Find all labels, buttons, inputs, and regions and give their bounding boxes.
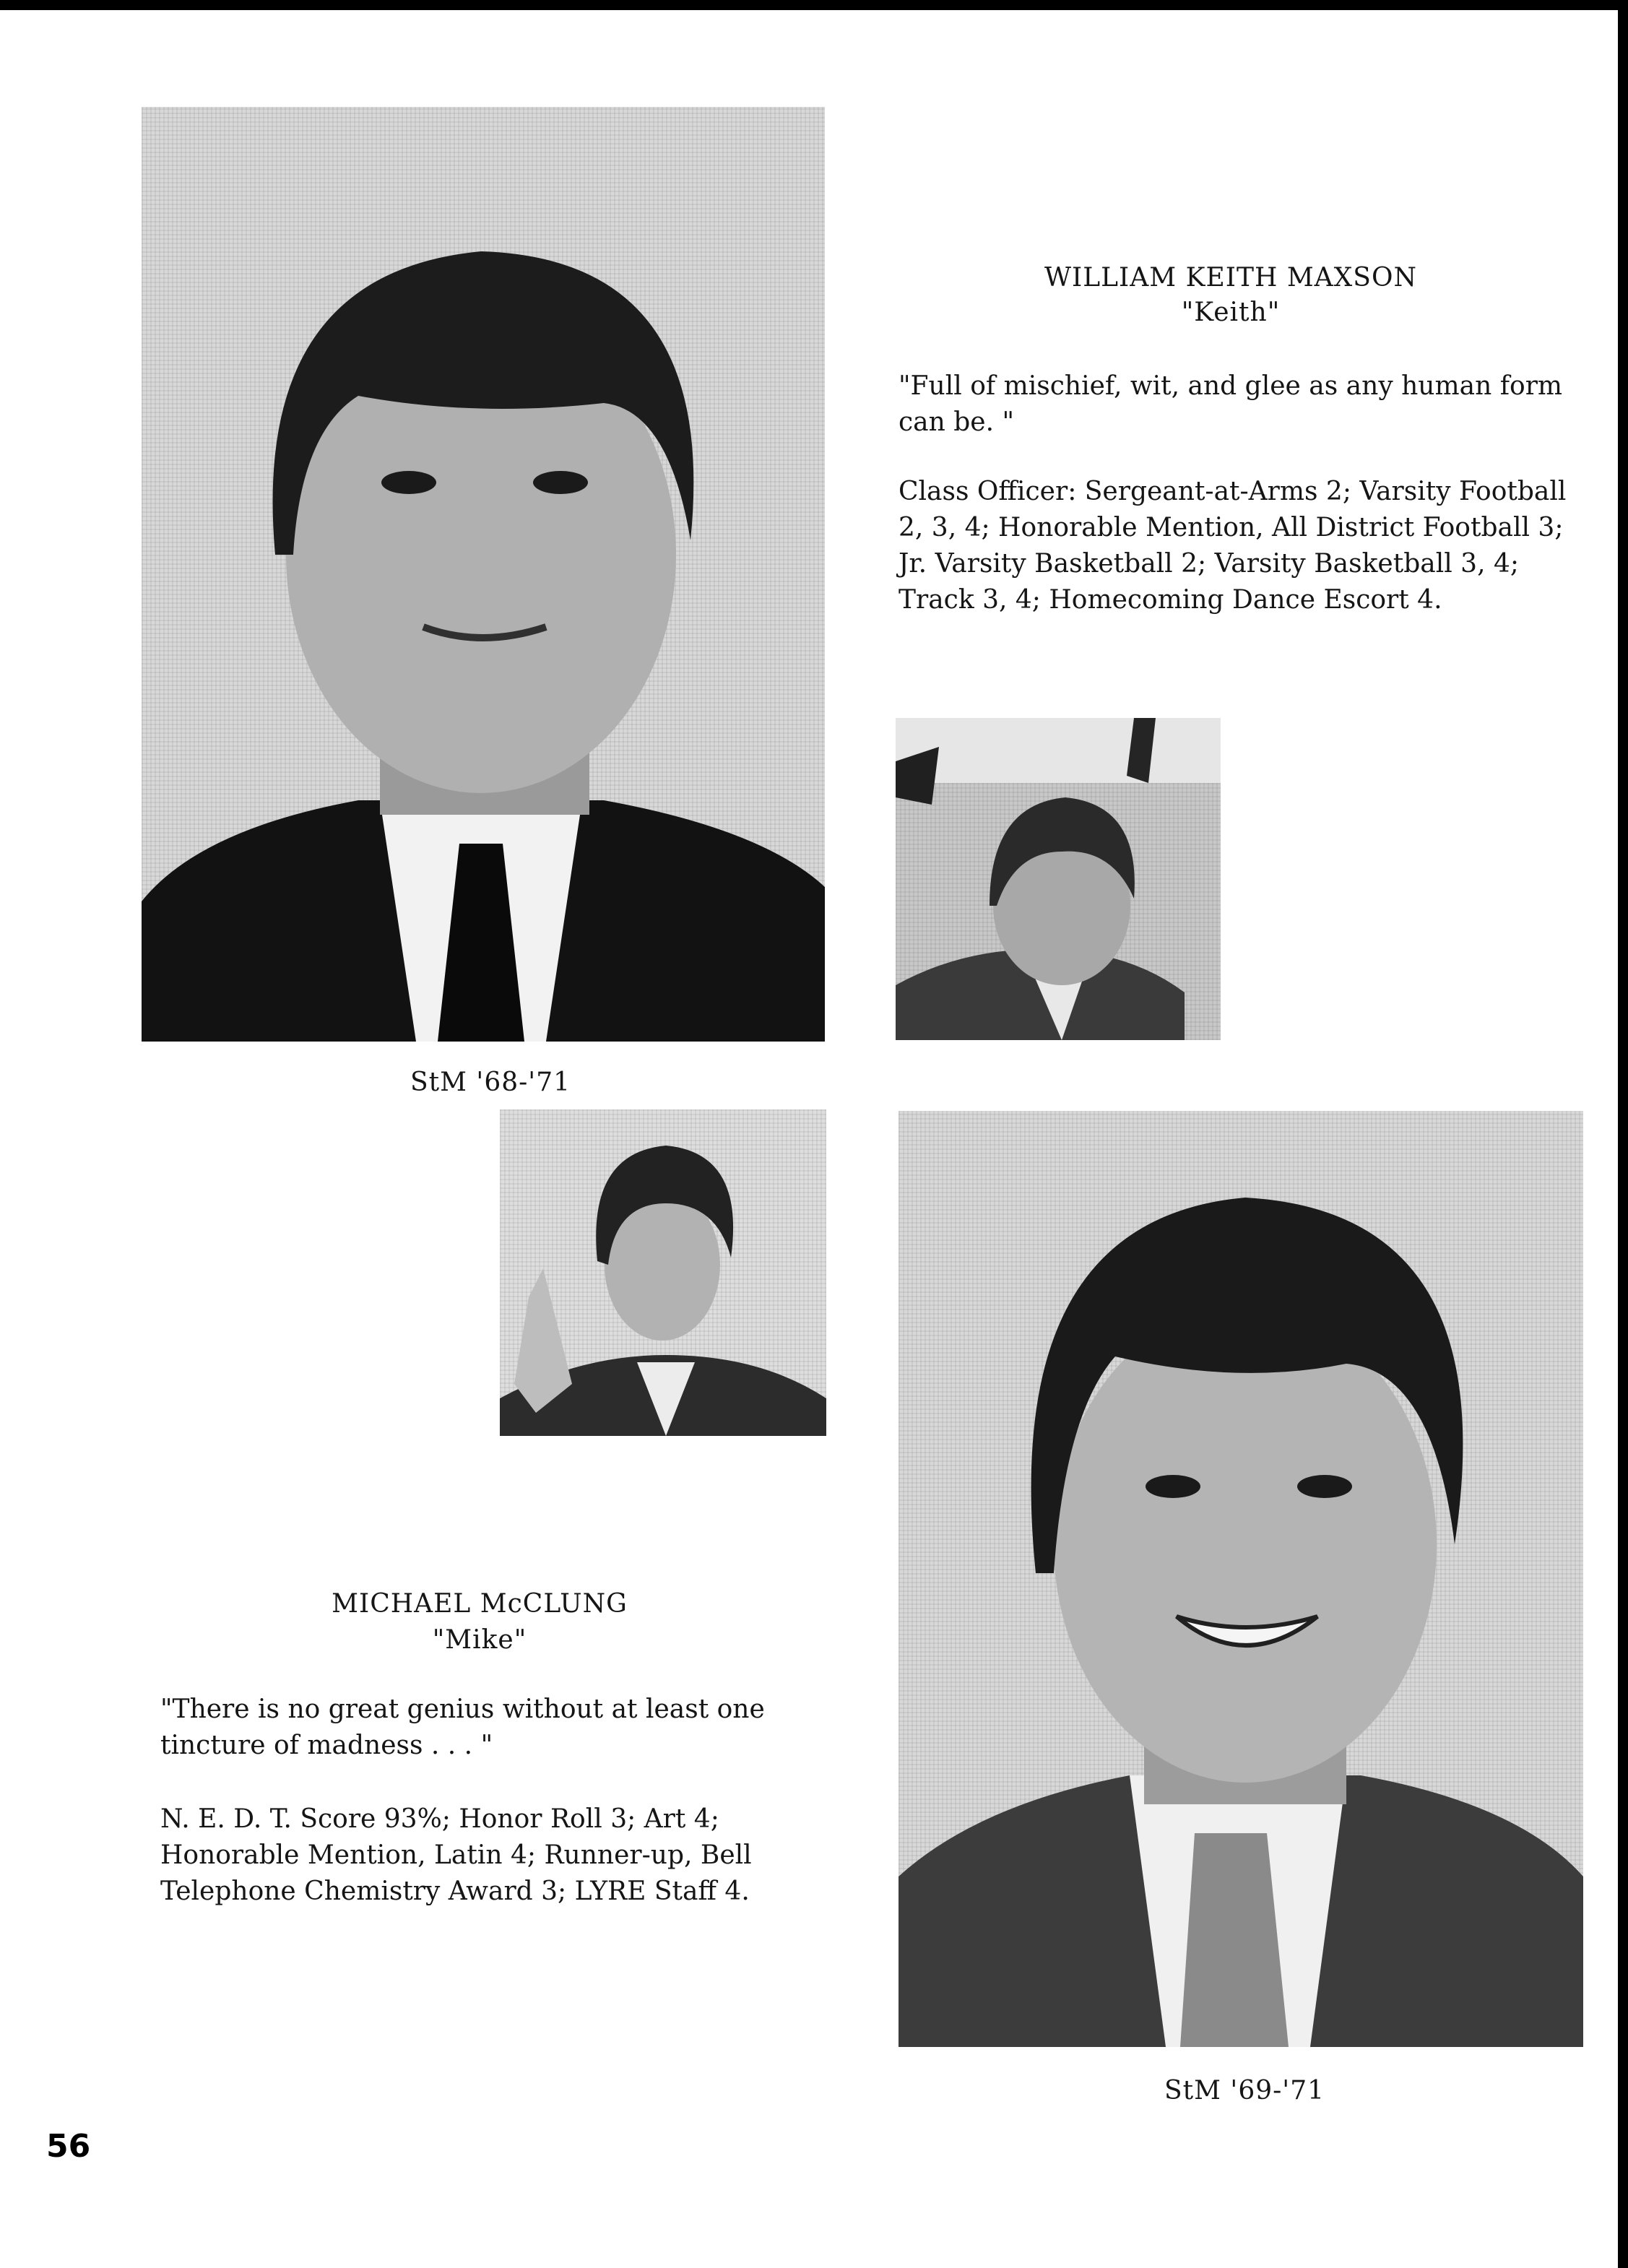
student-name-mcclung: MICHAEL McCLUNG [332, 1589, 628, 1619]
candid-figure [896, 718, 1221, 1040]
student-quote-mcclung: "There is no great genius without at least one tincture of madness . . . " [160, 1694, 765, 1760]
top-border [0, 0, 1628, 10]
candid-photo-maxson [896, 718, 1221, 1040]
right-border [1618, 0, 1628, 2268]
portrait-photo-maxson [142, 107, 825, 1042]
page-number: 56 [46, 2128, 91, 2165]
portrait-figure [899, 1111, 1583, 2047]
student-name-maxson: WILLIAM KEITH MAXSON [1044, 263, 1417, 293]
portrait-photo-mcclung [899, 1111, 1583, 2047]
student-quote-maxson: "Full of mischief, wit, and glee as any human form can be. " [899, 371, 1563, 437]
candid-photo-mcclung [500, 1109, 826, 1436]
portrait-figure [142, 107, 825, 1042]
student-nickname-maxson: "Keith" [1181, 298, 1281, 327]
candid-figure [500, 1109, 826, 1436]
student-activities-mcclung: N. E. D. T. Score 93%; Honor Roll 3; Art 4; Honorable Mention, Latin 4; Runner-up, Bell Telephone Chemistry Award 3; LYRE Staff 4. [160, 1804, 752, 1906]
years-caption-maxson: StM '68-'71 [410, 1068, 571, 1097]
student-activities-maxson: Class Officer: Sergeant-at-Arms 2; Varsity Football 2, 3, 4; Honorable Mention, All District Football 3; Jr. Varsity Basketball 2; Varsity Basketball 3, 4; Track 3, 4; Homecoming Dance Escort 4. [899, 477, 1567, 615]
student-nickname-mcclung: "Mike" [432, 1625, 527, 1655]
years-caption-mcclung: StM '69-'71 [1164, 2076, 1325, 2105]
